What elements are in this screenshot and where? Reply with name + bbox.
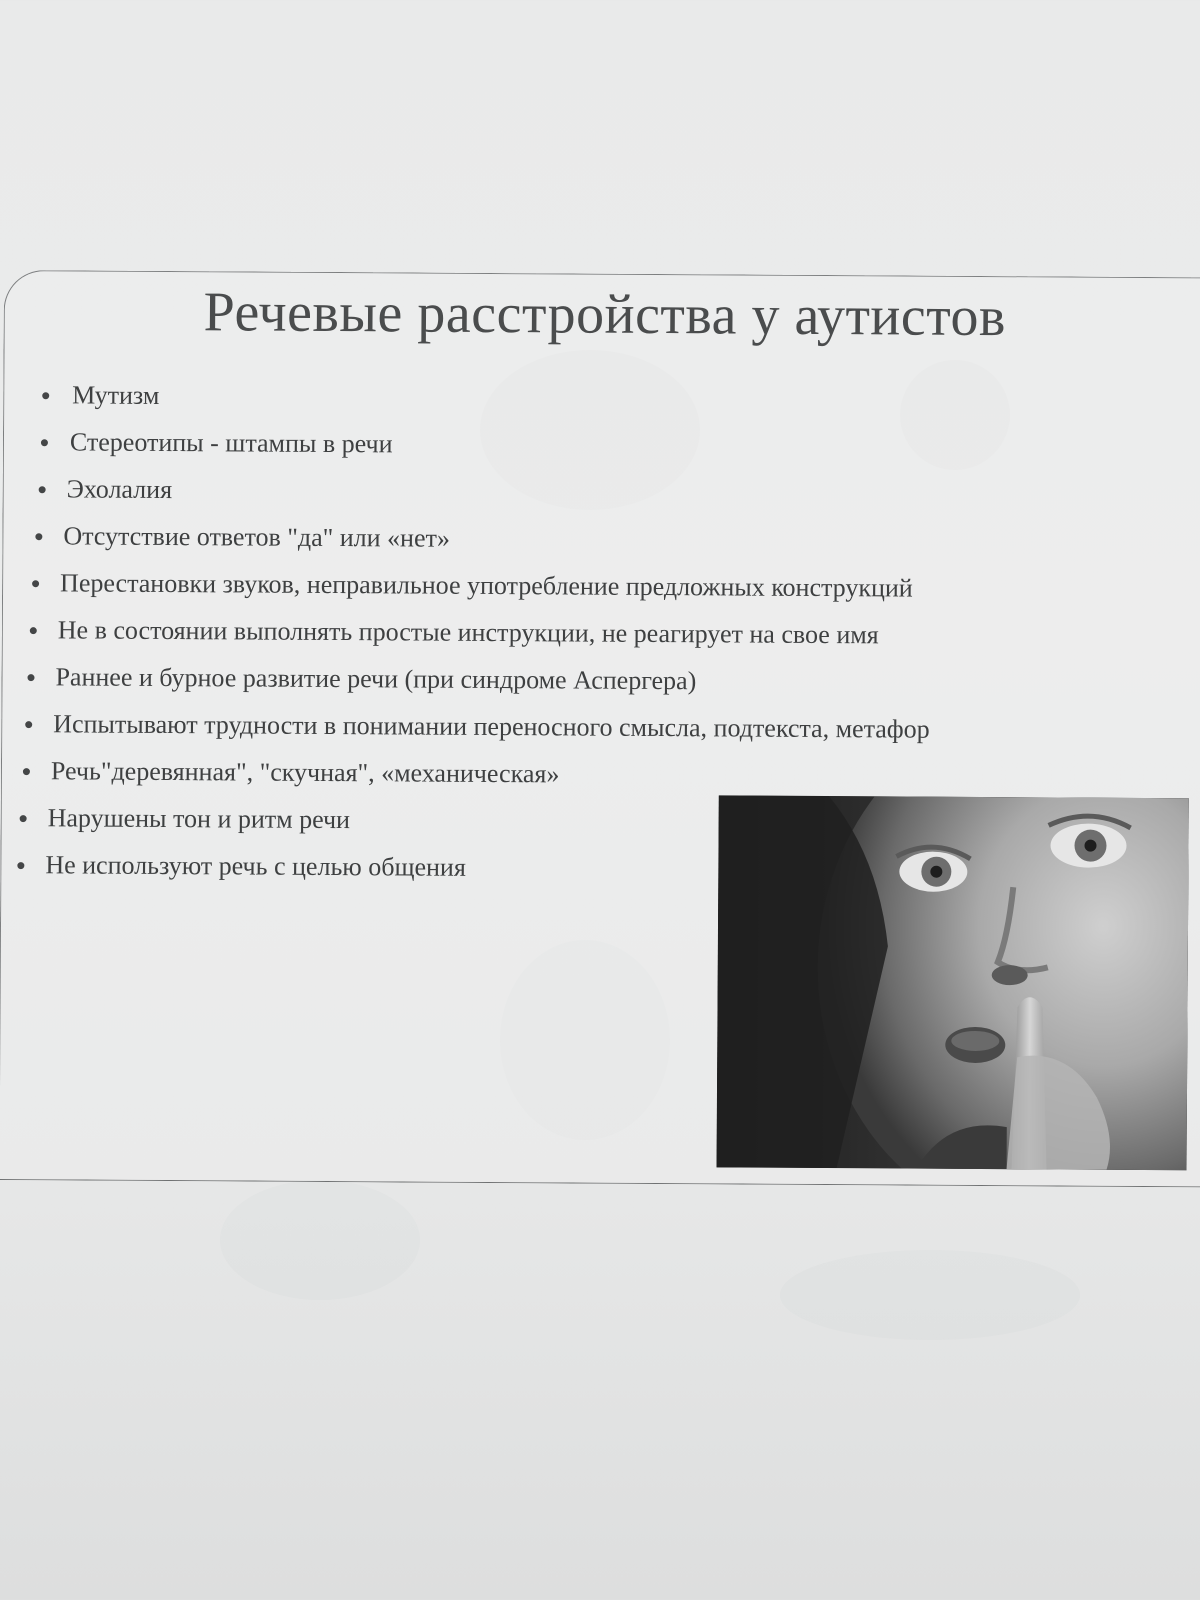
slide-frame [0,270,1200,1188]
list-item-text: Не используют речь с целью общения [45,850,466,882]
list-item [3,606,1183,660]
list-item [2,653,1182,707]
list-item-text: Отсутствие ответов "да" или «нет» [63,521,451,553]
photo-illustration [717,795,1189,1170]
list-item [4,371,1184,425]
bullet-icon [35,533,42,540]
bullet-icon [17,862,24,869]
bullet-icon [42,392,49,399]
child-shushing-photo [717,795,1189,1170]
list-item-text: Стереотипы - штампы в речи [69,427,393,459]
slide-title: Речевые расстройства у аутистов [203,281,1007,349]
list-item-text: Мутизм [72,380,160,410]
list-item-text: Не в состоянии выполнять простые инструкции, не реагирует на свое имя [57,615,879,650]
bleed-through-shape [780,1250,1080,1340]
bullet-icon [27,674,34,681]
list-item-text: Испытывают трудности в понимании переносного смысла, подтекста, метафор [53,709,930,744]
list-item-text: Раннее и бурное развитие речи (при синдроме Аспергера) [55,662,697,696]
bullet-icon [23,768,30,775]
bullet-icon [41,439,48,446]
list-item-text: Эхолалия [66,474,173,505]
bleed-through-shape [220,1180,420,1300]
list-item [2,700,1182,754]
bullet-icon [30,627,37,634]
bullet-icon [32,580,39,587]
bullet-icon [39,486,46,493]
bullet-icon [20,815,27,822]
list-item-text: Перестановки звуков, неправильное употребление предложных конструкций [60,568,913,603]
list-item [3,559,1183,613]
list-item-text: Нарушены тон и ритм речи [47,803,351,835]
list-item [4,418,1184,472]
list-item-text: Речь"деревянная", "скучная", «механическая» [50,756,560,789]
bullet-icon [25,721,32,728]
list-item [4,465,1184,519]
list-item [2,747,1182,801]
list-item [3,512,1183,566]
